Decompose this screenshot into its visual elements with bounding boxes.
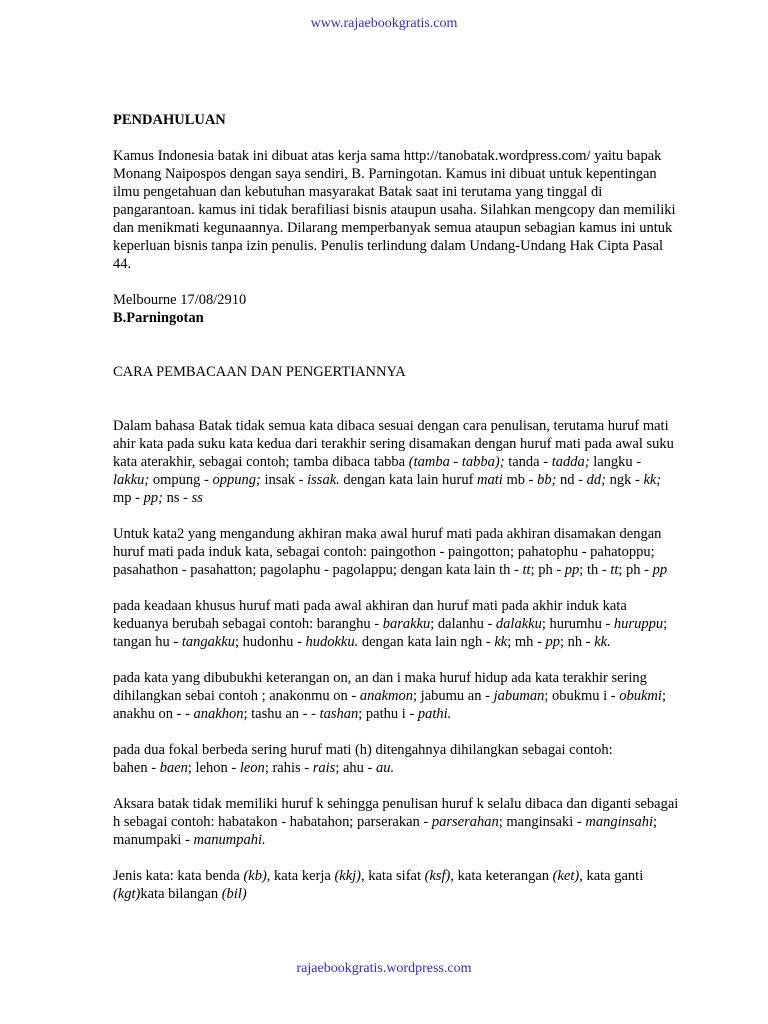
text-line: ahir kata pada suku kata kedua dari terakhir sering disamakan dengan huruf mati pada awal suku (113, 436, 674, 452)
footer-url-link[interactable]: rajaebookgratis.wordpress.com (296, 961, 472, 976)
text-line: h sebagai contoh: habatakon - habatahon; parserakan - parserahan; manginsaki - manginsahi; (113, 814, 658, 830)
text-line: kata aterakhir, sebagai contoh; tamba dibaca tabba (tamba - tabba); tanda - tadda; langku - (113, 454, 642, 470)
text-line: Untuk kata2 yang mengandung akhiran maka awal huruf mati pada akhiran disamakan dengan (113, 526, 662, 542)
word-types-paragraph (113, 867, 733, 903)
intro-paragraph (113, 147, 733, 273)
text-line: pangarantoan. kamus ini tidak berafiliasi bisnis ataupun usaha. Silahkan mengcopy dan memiliki (113, 202, 676, 218)
text-line: keperluan bisnis tanpa izin penulis. Penulis terlindung dalam Undang-Undang Hak Cipta Pasal (113, 238, 664, 254)
place-date: Melbourne 17/08/2910 (113, 292, 247, 308)
signature-block (113, 291, 733, 327)
text-line: Monang Naipospos dengan saya sendiri, B. Parningotan. Kamus ini dibuat untuk kepentingan (113, 166, 657, 182)
text-line: pada kata yang dibubukhi keterangan on, an dan i maka huruf hidup ada kata terakhir sering (113, 670, 647, 686)
reading-rules-paragraph-6 (113, 795, 733, 849)
text-line: Kamus Indonesia batak ini dibuat atas kerja sama http://tanobatak.wordpress.com/ yaitu bapak (113, 148, 662, 164)
text-line: bahen - baen; lehon - leon; rahis - rais; ahu - au. (113, 760, 395, 776)
text-line: tangan hu - tangakku; hudonhu - hudokku. dengan kata lain ngh - kk; mh - pp; nh - kk. (113, 634, 611, 650)
text-line: (kgt)kata bilangan (bil) (113, 886, 247, 902)
document-body (113, 111, 733, 921)
text-line: anakhu on - - anakhon; tashu an - - tashan; pathu i - pathi. (113, 706, 452, 722)
text-line: mp - pp; ns - ss (113, 490, 203, 506)
author-name: B.Parningotan (113, 310, 204, 326)
text-line: pasahathon - pasahatton; pagolaphu - pagolappu; dengan kata lain th - tt; ph - pp; th - tt; ph - pp (113, 562, 668, 578)
text-line: Aksara batak tidak memiliki huruf k sehingga penulisan huruf k selalu dibaca dan diganti sebagai (113, 796, 679, 812)
text-line: dihilangkan sebai contoh ; anakonmu on - anakmon; jabumu an - jabuman; obukmu i - obukmi; (113, 688, 666, 704)
text-line: 44. (113, 256, 132, 272)
section-title-pendahuluan: PENDAHULUAN (113, 112, 226, 128)
text-line: manumpaki - manumpahi. (113, 832, 266, 848)
text-line: huruf mati pada induk kata, sebagai contoh: paingothon - paingotton; pahatophu - pahatoppu; (113, 544, 655, 560)
text-line: pada dua fokal berbeda sering huruf mati (h) ditengahnya dihilangkan sebagai contoh: (113, 742, 613, 758)
text-line: pada keadaan khusus huruf mati pada awal akhiran dan huruf mati pada akhir induk kata (113, 598, 627, 614)
section-title-cara-pembacaan: CARA PEMBACAAN DAN PENGERTIANNYA (113, 364, 406, 380)
text-line: Jenis kata: kata benda (kb), kata kerja (kkj), kata sifat (ksf), kata keterangan (ket), kata ganti (113, 868, 644, 884)
reading-rules-paragraph-5 (113, 741, 733, 777)
text-line: ilmu pengetahuan dan kebutuhan masyarakat Batak saat ini terutama yang tinggal di (113, 184, 603, 200)
reading-rules-paragraph-3 (113, 597, 733, 651)
reading-rules-paragraph-1 (113, 417, 733, 507)
text-line: dan menikmati kegunaannya. Dilarang memperbanyak semua ataupun sebagian kamus ini untuk (113, 220, 673, 236)
text-line: keduanya berubah sebagai contoh: baranghu - barakku; dalanhu - dalakku; hurumhu - huruppu; (113, 616, 668, 632)
reading-rules-paragraph-2 (113, 525, 733, 579)
reading-rules-paragraph-4 (113, 669, 733, 723)
header-url-link[interactable]: www.rajaebookgratis.com (310, 16, 458, 31)
text-line: lakku; ompung - oppung; insak - issak. dengan kata lain huruf mati mb - bb; nd - dd; ngk - kk; (113, 472, 662, 488)
text-line: Dalam bahasa Batak tidak semua kata dibaca sesuai dengan cara penulisan, terutama huruf mati (113, 418, 669, 434)
